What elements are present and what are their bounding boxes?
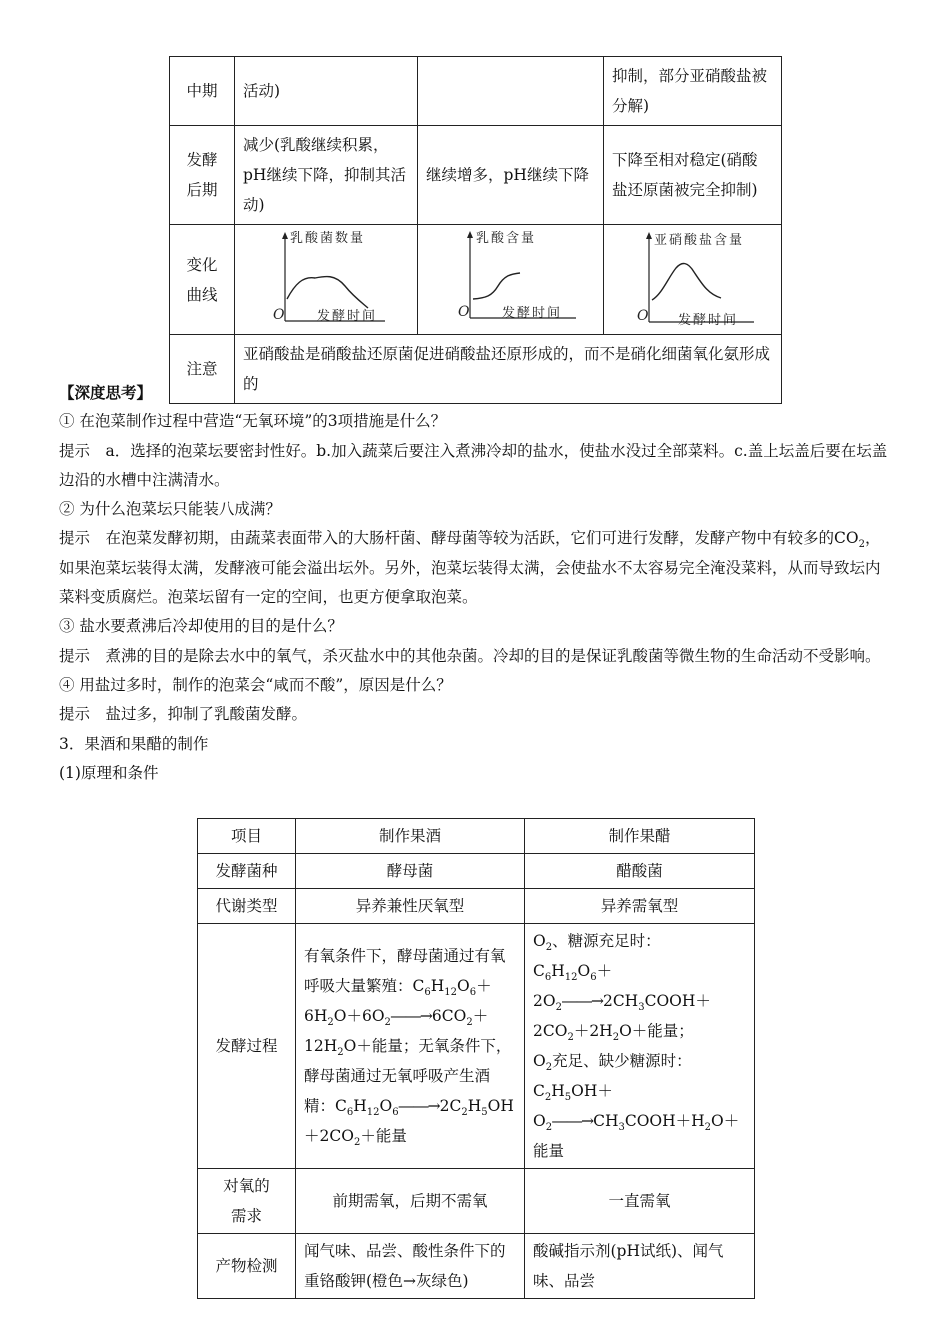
y-axis-arrow <box>646 232 652 239</box>
origin-label: O <box>273 306 285 323</box>
cell: 下降至相对稳定(硝酸盐还原菌被完全抑制) <box>604 126 782 225</box>
subscript: 2 <box>858 539 865 551</box>
curve-cell-nitrite <box>604 225 782 335</box>
row-head: 变化曲线 <box>170 225 235 335</box>
pickle-fermentation-table <box>169 56 782 404</box>
cell: 减少(乳酸继续积累，pH继续下降，抑制其活动) <box>235 126 418 225</box>
header-cell: 制作果酒 <box>296 819 525 854</box>
y-label: 乳酸含量 <box>476 230 537 246</box>
curve-line <box>473 273 520 299</box>
cell: 继续增多，pH继续下降 <box>418 126 604 225</box>
cell: 一直需氧 <box>525 1169 755 1234</box>
table-row <box>170 126 782 225</box>
cell: 酵母菌 <box>296 854 525 889</box>
answer-4: 提示 盐过多，抑制了乳酸菌发酵。 <box>59 705 308 724</box>
question-4: ④ 用盐过多时，制作的泡菜会“咸而不酸”，原因是什么？ <box>59 675 452 694</box>
table-row <box>198 924 755 1169</box>
cell: 闻气味、品尝、酸性条件下的重铬酸钾(橙色→灰绿色) <box>296 1234 525 1299</box>
x-label: 发酵时间 <box>502 305 563 321</box>
table-row <box>198 1169 755 1234</box>
answer-3: 提示 煮沸的目的是除去水中的氧气，杀灭盐水中的其他杂菌。冷却的目的是保证乳酸菌等微生物的生命活动不受影响。 <box>59 646 881 665</box>
curve-line <box>287 276 368 308</box>
section-title: 【深度思考】 <box>59 383 153 402</box>
table-row <box>198 854 755 889</box>
cell: 醋酸菌 <box>525 854 755 889</box>
table-row <box>198 1234 755 1299</box>
cell <box>418 57 604 126</box>
y-label: 乳酸菌数量 <box>290 230 366 246</box>
header-cell: 项目 <box>198 819 296 854</box>
cell: 酸碱指示剂(pH试纸)、闻气味、品尝 <box>525 1234 755 1299</box>
curve-line <box>652 263 721 300</box>
cell: 活动) <box>235 57 418 126</box>
header-cell: 制作果醋 <box>525 819 755 854</box>
cell: 异养兼性厌氧型 <box>296 889 525 924</box>
question-2: ② 为什么泡菜坛只能装八成满？ <box>59 500 281 519</box>
curve-cell-lab-count <box>235 225 418 335</box>
table-header-row <box>198 819 755 854</box>
question-1: ① 在泡菜制作过程中营造“无氧环境”的3项措施是什么？ <box>59 412 447 431</box>
cell: 抑制，部分亚硝酸盐被分解) <box>604 57 782 126</box>
origin-label: O <box>458 303 470 320</box>
wine-process-cell: 有氧条件下，酵母菌通过有氧呼吸大量繁殖：$C_6H_{12}O_6+6H_2O+6O_2――\to 6CO_2+12H_2O+$能量；无氧条件下，酵母菌通过无氧呼吸产生酒精：$C_6H_{12}O_6――\to 2C_2H_5OH+2CO_2+$能量 <box>296 924 525 1169</box>
row-head: 发酵过程 <box>198 924 296 1169</box>
row-head: 代谢类型 <box>198 889 296 924</box>
answer-2 <box>59 524 895 612</box>
answer-2-text-cont: ，如果泡菜坛装得太满，发酵液可能会溢出坛外。另外，泡菜坛装得太满，会使盐水不太容易完全淹没菜料，从而导致坛内菜料变质腐烂。泡菜坛留有一定的空间，也更方便拿取泡菜。 <box>59 529 881 607</box>
nitrite-curve-figure <box>604 226 782 334</box>
y-axis-arrow <box>467 231 473 238</box>
deep-thinking-section <box>59 378 895 788</box>
subheading: (1)原理和条件 <box>59 763 159 782</box>
row-head: 对氧的需求 <box>198 1169 296 1234</box>
table-row <box>198 889 755 924</box>
row-head: 产物检测 <box>198 1234 296 1299</box>
origin-label: O <box>637 307 649 324</box>
row-head: 发酵后期 <box>170 126 235 225</box>
row-head: 中期 <box>170 57 235 126</box>
row-head: 发酵菌种 <box>198 854 296 889</box>
note-cell: 亚硝酸盐是硝酸盐还原菌促进硝酸盐还原形成的，而不是硝化细菌氧化氨形成的 <box>235 335 782 404</box>
heading-3: 3．果酒和果醋的制作 <box>59 734 209 753</box>
y-label: 亚硝酸盐含量 <box>654 232 745 248</box>
cell: 前期需氧，后期不需氧 <box>296 1169 525 1234</box>
vinegar-process-cell: $O_2$、糖源充足时： $C_6H_{12}O_6+$ $2O_2――\to 2CH_3COOH+$ $2CO_2+2H_2O+$能量； $O_2$充足、缺少糖源时： $C_2H_5OH+$ $O_2――\to CH_3COOH+H_2O+$ 能量 <box>525 924 755 1169</box>
curve-cell-lactic-acid <box>418 225 604 335</box>
x-label: 发酵时间 <box>678 312 739 328</box>
table-row <box>170 57 782 126</box>
answer-1: 提示 a．选择的泡菜坛要密封性好。b.加入蔬菜后要注入煮沸冷却的盐水，使盐水没过全部菜料。c.盖上坛盖后要在坛盖边沿的水槽中注满清水。 <box>59 441 888 489</box>
lab-count-curve-figure <box>235 226 418 334</box>
table-row <box>170 225 782 335</box>
cell: 异养需氧型 <box>525 889 755 924</box>
wine-vinegar-table <box>197 818 755 1299</box>
x-label: 发酵时间 <box>317 308 378 324</box>
y-axis-arrow <box>282 232 288 239</box>
question-3: ③ 盐水要煮沸后冷却使用的目的是什么？ <box>59 617 343 636</box>
lactic-acid-curve-figure <box>418 226 604 334</box>
row-head: 注意 <box>170 335 235 404</box>
answer-2-text: 提示 在泡菜发酵初期，由蔬菜表面带入的大肠杆菌、酵母菌等较为活跃，它们可进行发酵，发酵产物中有较多的CO <box>59 529 859 548</box>
